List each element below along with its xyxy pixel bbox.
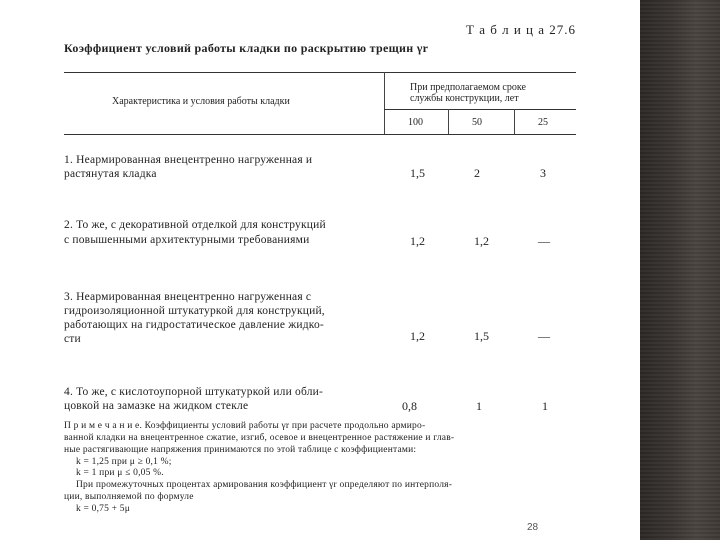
row-3-text-line-4: сти: [64, 333, 81, 345]
row-2-value-25: —: [538, 234, 550, 248]
row-4-value-100: 0,8: [402, 399, 417, 413]
row-4-value-50: 1: [476, 399, 482, 413]
column-header-25: 25: [538, 117, 548, 128]
sub-divider-2: [514, 109, 515, 134]
column-group-header-line2: службы конструкции, лет: [410, 93, 519, 104]
row-4-value-25: 1: [542, 399, 548, 413]
row-1-value-50: 2: [474, 166, 480, 180]
sub-divider-1: [448, 109, 449, 134]
row-4-text-line-2: цовкой на замазке на жидком стекле: [64, 400, 249, 412]
table-top-border: [64, 72, 576, 73]
column-header-100: 100: [408, 117, 423, 128]
row-1-value-25: 3: [540, 166, 546, 180]
row-3-text-line-3: работающих на гидростатическое давление жидко-: [64, 319, 324, 331]
row-2-text-line-1: 2. То же, с декоративной отделкой для конструкций: [64, 219, 326, 231]
note-line-4: k = 1,25 при μ ≥ 0,1 %;: [76, 457, 172, 467]
row-3-value-25: —: [538, 329, 550, 343]
note-line-1: П р и м е ч а н и е. Коэффициенты условий работы γr при расчете продольно армиро-: [64, 421, 426, 431]
page-number: 28: [527, 522, 539, 533]
row-3-value-100: 1,2: [410, 329, 425, 343]
note-line-3: ные растягивающие напряжения принимаются по этой таблице с коэффициентами:: [64, 445, 417, 455]
row-3-value-50: 1,5: [474, 329, 489, 343]
table-title: Коэффициент условий работы кладки по раскрытию трещин γr: [64, 41, 429, 55]
column-header-characteristic: Характеристика и условия работы кладки: [112, 96, 290, 107]
row-3-text-line-1: 3. Неармированная внецентренно нагруженная с: [64, 291, 312, 303]
row-1-text-line-1: 1. Неармированная внецентренно нагруженная и: [64, 154, 313, 166]
row-1-value-100: 1,5: [410, 166, 425, 180]
note-line-8: k = 0,75 + 5μ: [76, 504, 131, 514]
side-panel: [640, 0, 720, 540]
row-2-value-50: 1,2: [474, 234, 489, 248]
column-group-header-line1: При предполагаемом сроке: [410, 82, 526, 93]
table-label: Т а б л и ц а 27.6: [466, 22, 576, 37]
header-divider: [384, 72, 385, 134]
note-line-7: ции, выполняемой по формуле: [64, 492, 194, 502]
row-2-value-100: 1,2: [410, 234, 425, 248]
row-1-text-line-2: растянутая кладка: [64, 168, 157, 180]
row-4-text-line-1: 4. То же, с кислотоупорной штукатуркой или обли-: [64, 386, 324, 398]
header-bottom-border: [64, 134, 576, 135]
note-line-5: k = 1 при μ ≤ 0,05 %.: [76, 468, 164, 478]
row-3-text-line-2: гидроизоляционной штукатуркой для конструкций,: [64, 305, 325, 317]
note-line-2: ванной кладки на внецентренное сжатие, изгиб, осевое и внецентренное растяжение и глав-: [64, 433, 455, 443]
header-sub-border: [384, 109, 576, 110]
column-header-50: 50: [472, 117, 482, 128]
note-line-6: При промежуточных процентах армирования коэффициент γr определяют по интерполя-: [76, 480, 453, 490]
row-2-text-line-2: с повышенными архитектурными требованиями: [64, 234, 310, 246]
